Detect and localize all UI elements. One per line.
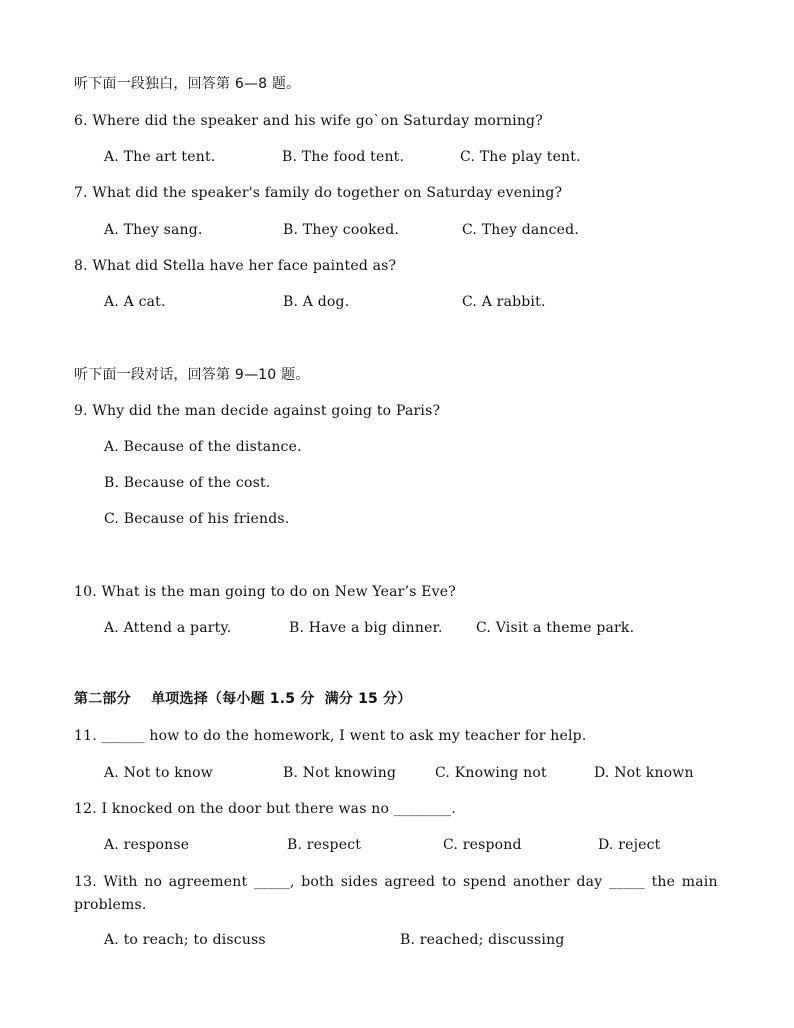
q8-option-c: C. A rabbit. [462, 294, 546, 310]
q8-option-a: A. A cat. [104, 294, 166, 310]
q9-option-b: B. Because of the cost. [104, 475, 271, 491]
monologue-heading: 听下面一段独白，回答第 6—8 题。 [74, 76, 301, 92]
q7-option-b: B. They cooked. [283, 222, 400, 238]
q13-option-a: A. to reach; to discuss [104, 932, 266, 948]
q9-option-a: A. Because of the distance. [104, 439, 302, 455]
question-12: 12. I knocked on the door but there was no ________. [74, 801, 457, 817]
q6-option-a: A. The art tent. [104, 149, 216, 165]
q10-option-a: A. Attend a party. [104, 620, 232, 636]
q12-option-d: D. reject [598, 837, 661, 853]
dialogue-heading: 听下面一段对话，回答第 9—10 题。 [74, 367, 310, 383]
q7-option-c: C. They danced. [462, 222, 579, 238]
question-6: 6. Where did the speaker and his wife go`on Saturday morning? [74, 113, 543, 129]
q11-option-b: B. Not knowing [283, 765, 397, 781]
q8-option-b: B. A dog. [283, 294, 350, 310]
q11-option-d: D. Not known [594, 765, 694, 781]
q11-option-c: C. Knowing not [435, 765, 547, 781]
question-7: 7. What did the speaker's family do together on Saturday evening? [74, 185, 563, 201]
q9-option-c: C. Because of his friends. [104, 511, 290, 527]
q6-option-b: B. The food tent. [282, 149, 405, 165]
question-8: 8. What did Stella have her face painted as? [74, 258, 397, 274]
question-11: 11. ______ how to do the homework, I went to ask my teacher for help. [74, 728, 587, 744]
q10-option-c: C. Visit a theme park. [476, 620, 635, 636]
q7-option-a: A. They sang. [104, 222, 203, 238]
q12-option-b: B. respect [287, 837, 362, 853]
question-9: 9. Why did the man decide against going to Paris? [74, 403, 441, 419]
question-13: 13. With no agreement _____, both sides agreed to spend another day _____ the main problems. [74, 874, 718, 913]
q12-option-c: C. respond [443, 837, 522, 853]
q6-option-c: C. The play tent. [460, 149, 581, 165]
question-10: 10. What is the man going to do on New Year’s Eve? [74, 584, 456, 600]
q13-option-b: B. reached; discussing [400, 932, 565, 948]
q11-option-a: A. Not to know [104, 765, 213, 781]
section-2-title: 第二部分 单项选择（每小题 1.5 分 满分 15 分） [74, 691, 412, 707]
q12-option-a: A. response [104, 837, 190, 853]
q10-option-b: B. Have a big dinner. [289, 620, 443, 636]
